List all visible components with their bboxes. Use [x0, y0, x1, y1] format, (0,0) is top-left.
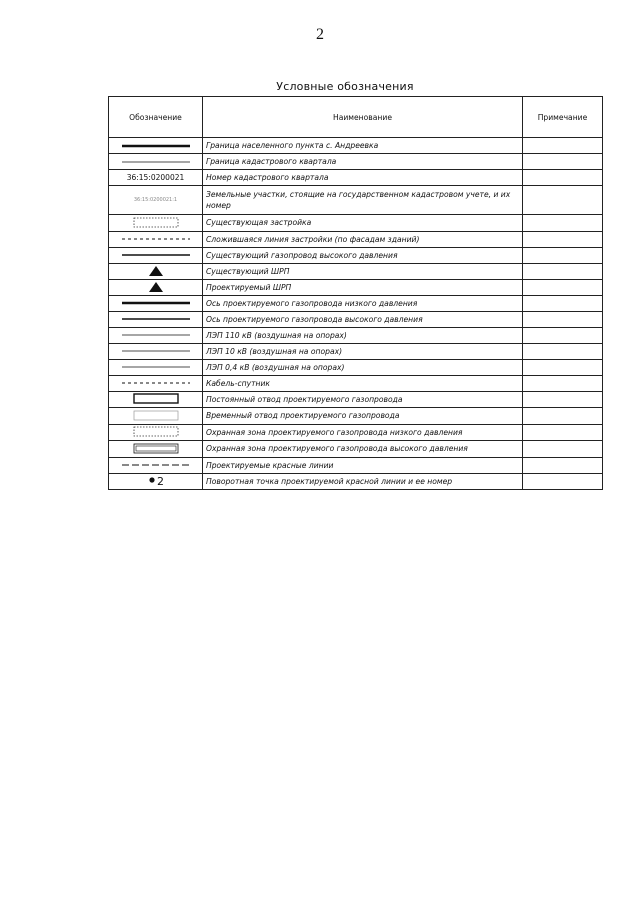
legend-row [109, 154, 603, 170]
legend-symbol-cell [109, 473, 203, 489]
dashed-line-icon [110, 232, 202, 246]
legend-name-cell: Кабель-спутник [203, 375, 523, 391]
legend-note-cell [523, 359, 603, 375]
symbol-text: 36:15:0200021:1 [133, 196, 178, 203]
legend-name-cell: Существующий газопровод высокого давления [203, 247, 523, 263]
turning-point-symbol [110, 474, 202, 488]
thin-line-icon [110, 360, 202, 374]
legend-symbol-cell [109, 154, 203, 170]
legend-note-cell [523, 391, 603, 408]
legend-row [109, 391, 603, 408]
legend-row [109, 170, 603, 186]
legend-note-cell [523, 138, 603, 154]
legend-note-cell [523, 247, 603, 263]
legend-note-cell [523, 457, 603, 473]
legend-note-cell [523, 473, 603, 489]
legend-symbol-cell [109, 295, 203, 311]
legend-row [109, 215, 603, 232]
legend-name-cell: Проектируемые красные линии [203, 457, 523, 473]
legend-note-cell [523, 295, 603, 311]
medium-line-icon [110, 248, 202, 262]
legend-row [109, 375, 603, 391]
legend-symbol-cell [109, 408, 203, 425]
legend-symbol-cell [109, 138, 203, 154]
legend-name-cell: Номер кадастрового квартала [203, 170, 523, 186]
legend-symbol-cell [109, 441, 203, 458]
legend-symbol-cell [109, 186, 203, 215]
legend-name-cell: Поворотная точка проектируемой красной линии и ее номер [203, 473, 523, 489]
legend-note-cell [523, 279, 603, 295]
legend-symbol-cell [109, 424, 203, 441]
legend-symbol-cell [109, 375, 203, 391]
long-dash-line-icon [110, 458, 202, 472]
legend-name-cell: Существующая застройка [203, 215, 523, 232]
legend-name-cell: Существующий ШРП [203, 263, 523, 279]
legend-title: Условные обозначения [276, 80, 414, 93]
legend-symbol-cell [109, 391, 203, 408]
legend-row [109, 231, 603, 247]
legend-row [109, 311, 603, 327]
thin-line-icon [110, 328, 202, 342]
page-number: 2 [316, 26, 324, 43]
legend-note-cell [523, 408, 603, 425]
legend-header-row [109, 97, 603, 138]
legend-note-cell [523, 215, 603, 232]
legend-note-cell [523, 170, 603, 186]
legend-symbol-cell [109, 343, 203, 359]
legend-symbol-cell [109, 327, 203, 343]
legend-name-cell: ЛЭП 110 кВ (воздушная на опорах) [203, 327, 523, 343]
header-symbol: Обозначение [109, 97, 203, 138]
dashed-line-icon [110, 376, 202, 390]
dotted-rect-icon [110, 215, 202, 229]
legend-note-cell [523, 424, 603, 441]
legend-symbol-cell [109, 247, 203, 263]
legend-name-cell: ЛЭП 10 кВ (воздушная на опорах) [203, 343, 523, 359]
triangle-icon [110, 264, 202, 278]
legend-name-cell: Охранная зона проектируемого газопровода низкого давления [203, 424, 523, 441]
legend-row [109, 263, 603, 279]
symbol-text: 36:15:0200021 [126, 173, 185, 182]
legend-row [109, 359, 603, 375]
parcel-number-label [110, 193, 202, 207]
legend-name-cell: Ось проектируемого газопровода высокого давления [203, 311, 523, 327]
legend-body [109, 138, 603, 490]
legend-row [109, 279, 603, 295]
legend-symbol-cell [109, 170, 203, 186]
legend-symbol-cell [109, 215, 203, 232]
legend-symbol-cell [109, 279, 203, 295]
point-number: 2 [157, 474, 164, 488]
legend-row [109, 408, 603, 425]
legend-note-cell [523, 186, 603, 215]
legend-row [109, 343, 603, 359]
triangle-icon [110, 280, 202, 294]
solid-rect-icon [110, 392, 202, 406]
legend-name-cell: Сложившаяся линия застройки (по фасадам зданий) [203, 231, 523, 247]
thin-line-icon [110, 344, 202, 358]
legend-name-cell: Временный отвод проектируемого газопровода [203, 408, 523, 425]
legend-row [109, 138, 603, 154]
medium-line-icon [110, 312, 202, 326]
thick-line-icon [110, 296, 202, 310]
legend-name-cell: Граница кадастрового квартала [203, 154, 523, 170]
legend-row [109, 327, 603, 343]
double-rect-icon [110, 441, 202, 455]
legend-name-cell: Земельные участки, стоящие на государственном кадастровом учете, и их номер [203, 186, 523, 215]
legend-row [109, 473, 603, 489]
thick-line-icon [110, 139, 202, 153]
legend-table [108, 96, 603, 490]
legend-note-cell [523, 231, 603, 247]
legend-symbol-cell [109, 263, 203, 279]
legend-row [109, 186, 603, 215]
legend-name-cell: Постоянный отвод проектируемого газопровода [203, 391, 523, 408]
legend-note-cell [523, 441, 603, 458]
header-note: Примечание [523, 97, 603, 138]
legend-symbol-cell [109, 457, 203, 473]
legend-name-cell: Проектируемый ШРП [203, 279, 523, 295]
light-rect-icon [110, 408, 202, 422]
legend-row [109, 247, 603, 263]
legend-name-cell: ЛЭП 0,4 кВ (воздушная на опорах) [203, 359, 523, 375]
legend-note-cell [523, 375, 603, 391]
legend-row [109, 424, 603, 441]
legend-note-cell [523, 263, 603, 279]
legend-note-cell [523, 327, 603, 343]
dotted-rect-icon [110, 425, 202, 439]
legend-symbol-cell [109, 231, 203, 247]
legend-name-cell: Охранная зона проектируемого газопровода высокого давления [203, 441, 523, 458]
cadastral-number-label [110, 171, 202, 185]
header-name: Наименование [203, 97, 523, 138]
legend-note-cell [523, 154, 603, 170]
legend-row [109, 457, 603, 473]
legend-note-cell [523, 311, 603, 327]
legend-row [109, 295, 603, 311]
legend-symbol-cell [109, 311, 203, 327]
legend-note-cell [523, 343, 603, 359]
thin-line-icon [110, 155, 202, 169]
legend-name-cell: Граница населенного пункта с. Андреевка [203, 138, 523, 154]
legend-row [109, 441, 603, 458]
legend-symbol-cell [109, 359, 203, 375]
dot-icon [147, 475, 157, 487]
legend-name-cell: Ось проектируемого газопровода низкого давления [203, 295, 523, 311]
